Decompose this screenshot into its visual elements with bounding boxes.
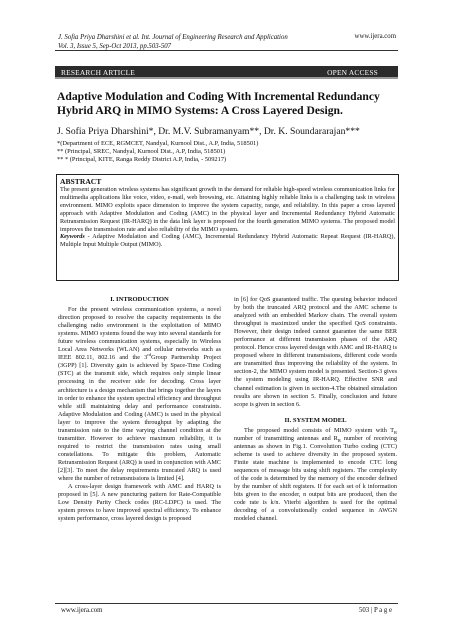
keywords-label: Keywords: [60, 233, 85, 241]
open-access-label: OPEN ACCESS: [327, 68, 378, 77]
left-column: [58, 296, 221, 523]
sm-sub-b: R: [337, 437, 341, 443]
header-citation: J. Sofia Priya Dharshini et al. Int. Journal of Engineering Research and Application: [58, 34, 288, 41]
system-model-paragraph: [234, 427, 397, 524]
intro-paragraph-3: in [6] for QoS guaranteed traffic. The queuing behavior induced by both the truncated ARQ protocol and the AMC scheme is analyzed with an embedded Markov chain. The overall system throughput is maximized under the specified QoS constraints. However, their design indeed cannot guarantee the same BER performance at different transmission phases of the ARQ protocol. Hence cross layered design with AMC and IR-HARQ is proposed where in different transmissions, different code words are transmitted thus improving the reliability of the system. In section-2, the MIMO system model is presented. Section-3 gives the system modeling using IR-HARQ. Effective SNR and channel estimation is given in section-4.The obtained simulation results are shown in section 5. Finally, conclusion and future scope is given in section 6.: [234, 296, 397, 408]
affiliation-1: *(Department of ECE, RGMCET, Nandyal, Kurnool Dist., A.P, India, 518501): [57, 140, 259, 147]
abstract-text: The present generation wireless systems has significant growth in the demand for reliable high-speed wireless communication links for multimedia applications like voice, video, e-mail, web browsing, etc. Attaining highly reliable links is a challenging task in wireless environment. MIMO exploits space dimension to improve the system capacity, range, and reliability. In this paper a cross layered approach with Adaptive Modulation and Coding (AMC) in the physical layer and Incremental Redundancy Hybrid Automatic Retransmission Request (IR-HARQ) in the data link layer is proposed for the fourth generation MIMO systems. The proposed model improves the transmission rate and also reliability of the MIMO system.: [60, 186, 395, 233]
section-gap: [234, 409, 397, 417]
footer-url[interactable]: www.ijera.com: [61, 607, 103, 614]
page-number: 503 | P a g e: [358, 607, 392, 614]
keywords-text: - Adaptive Modulation and Coding (AMC), Incremental Redundancy Hybrid Automatic Repeat Request (IR-HARQ), Multiple Input Multiple Output (MIMO).: [60, 233, 395, 249]
header-divider: [55, 50, 398, 51]
sm-text-a: The proposed model consists of MIMO system with T: [244, 426, 394, 434]
abstract-heading: ABSTRACT: [60, 177, 102, 186]
running-header: [58, 33, 398, 51]
right-column: [234, 296, 397, 523]
intro-paragraph-1: [58, 306, 221, 483]
abstract-box: [56, 174, 399, 281]
affiliation-2: ** (Principal, SREC, Nandyal, Kurnool Dist., A.P, India, 518501): [57, 148, 226, 156]
intro-paragraph-2: A cross-layer design framework with AMC and HARQ is proposed in [5]. A new puncturing pattern for Rate-Compatible Low Density Parity Check codes (RC-LDPC) is used. The system proves to have improved spectral efficiency. To enhance system performance, cross layered design is proposed: [58, 483, 221, 523]
paper-title: Adaptive Modulation and Coding With Incremental Redundancy Hybrid ARQ in MIMO Systems: A Cross Layered Design.: [57, 90, 380, 117]
sm-sub-a: R: [393, 429, 397, 435]
keywords: [60, 233, 395, 249]
sm-text-b: number of transmitting antennas and R: [234, 434, 338, 442]
header-volume: Vol. 3, Issue 5, Sep-Oct 2013, pp.503-507: [58, 43, 172, 50]
system-model-heading: II. SYSTEM MODEL: [284, 416, 347, 424]
article-type-band: [55, 66, 398, 79]
affiliation-3: ** * (Principal, KITE, Ranga Reddy District A.P, India, - 509217): [57, 156, 227, 164]
intro-p1-sup: rd: [147, 352, 152, 358]
introduction-heading: I. INTRODUCTION: [110, 296, 169, 303]
affiliations: [57, 140, 402, 165]
intro-p1-text: For the present wireless communication systems, a novel direction proposed to resolve the capacity requirements in the challenging radio environment is the exploitation of MIMO systems. MIMO systems found the way into several standards for future wireless communication systems, especially in Wireless Local Area Networks (WLAN) and cellular networks such as IEEE 802.11, 802.16 and the 3: [58, 306, 221, 362]
intro-p1-rest: Group Partnership Project (3GPP) [1]. Diversity gain is achieved by Space-Time Coding (STC) at the transmit side, which requires only simple linear processing in the receiver side for decoding. Cross layer architecture is a design mechanism that brings together the layers in order to enhance the system spectral efficiency and throughput while still maintaining delay and performance constraints. Adaptive Modulation and Coding (AMC) is used in the physical layer to improve the system throughput by adapting the transmission rate to the time varying channel condition at the transmitter. However to achieve maximum reliability, it is required to restrict the transmission rates using small constellations. To mitigate this problem, Automatic Retransmission Request (ARQ) is used in conjunction with AMC [2][3]. To meet the delay requirements truncated ARQ is used where the number of retransmissions is limited [4].: [58, 354, 221, 483]
header-url[interactable]: www.ijera.com: [354, 33, 396, 40]
research-article-label: RESEARCH ARTICLE: [61, 68, 135, 77]
page-footer: [55, 603, 398, 614]
author-list: J. Sofia Priya Dharshini*, Dr. M.V. Subramanyam**, Dr. K. Soundararajan***: [57, 126, 360, 137]
sm-text-c: number of receiving antennas as shown in Fig.1. Convolution Turbo coding (CTC) scheme is used to achieve diversity in the proposed system. Finite state machine is implemented to encode CTC long sequences of message bits using shift registers. The complexity of the code is determined by the memory of the encoder defined by the number of shift registers. If for each set of k information bits given to the encoder, n output bits are produced, then the code rate is k/n. Viterbi algorithm is used for the optimal decoding of a convolutionally coded sequence in AWGN modeled channel.: [234, 434, 398, 523]
